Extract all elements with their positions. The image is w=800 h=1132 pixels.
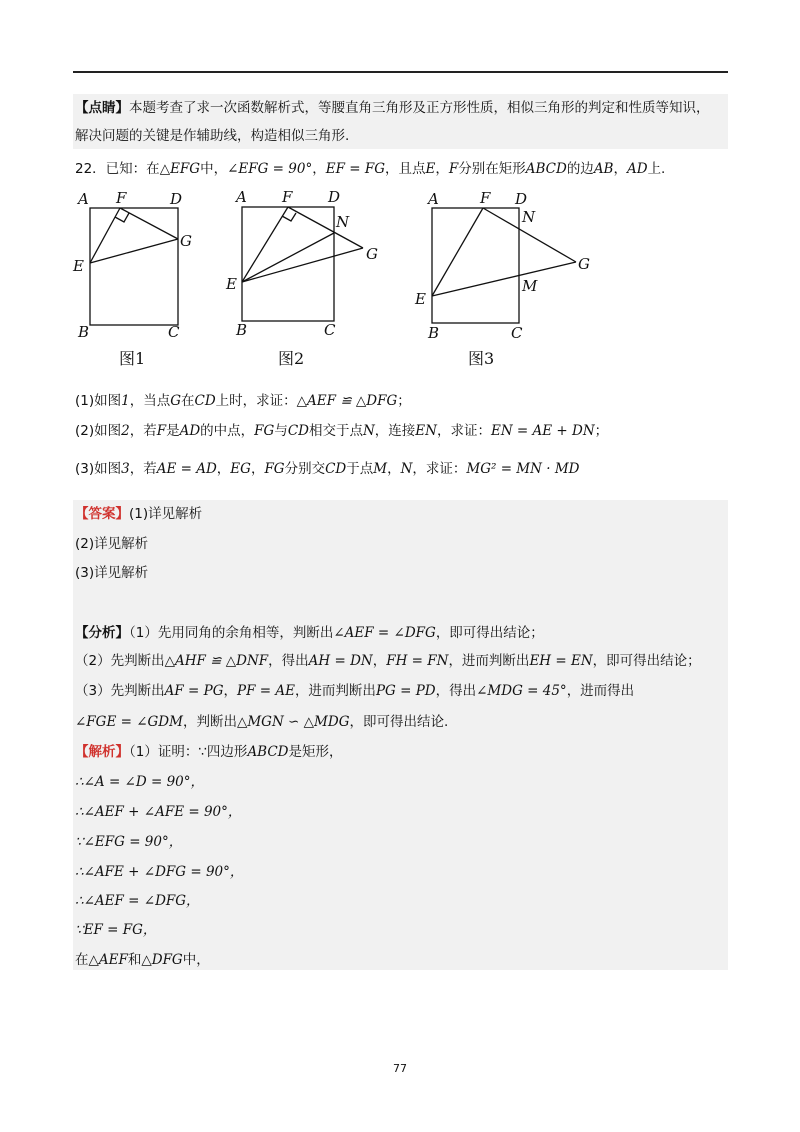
solution-line-7: 在△AEF和△DFG中，	[75, 952, 210, 968]
fig2-segment-EN	[242, 233, 334, 282]
fig3-label-D: D	[515, 190, 528, 208]
fig3-label-C: C	[511, 324, 523, 342]
fig3-segment-EF	[432, 208, 483, 296]
question-1: (1)如图1，当点G在CD上时，求证：△AEF ≌ △DFG；	[75, 393, 411, 409]
analysis-line-2: （2）先判断出△AHF ≌ △DNF，得出AH = DN，FH = FN，进而判断出EH = EN，即可得出结论；	[75, 653, 701, 669]
solution-line-2: ∴∠AEF + ∠AFE = 90°，	[75, 804, 242, 820]
fig2-caption: 图2	[278, 349, 305, 368]
fig1-rectangle	[90, 208, 178, 325]
fig3-rectangle	[432, 208, 519, 323]
fig2-segment-FG	[288, 207, 363, 248]
solution-line-6: ∵EF = FG，	[75, 922, 157, 938]
question-2: (2)如图2，若F是AD的中点，FG与CD相交于点N，连接EN，求证：EN = AE + DN；	[75, 423, 609, 439]
analysis-line-1: 【分析】（1）先用同角的余角相等，判断出∠AEF = ∠DFG，即可得出结论；	[75, 625, 544, 641]
fig2-label-F: F	[282, 188, 293, 206]
fig2-label-C: C	[324, 321, 336, 339]
solution-line-5: ∴∠AEF = ∠DFG，	[75, 893, 200, 909]
tip-line-2: 解决问题的关键是作辅助线，构造相似三角形.	[75, 128, 350, 144]
fig2-label-D: D	[328, 188, 341, 206]
fig3-label-N: N	[522, 208, 536, 226]
fig3-label-F: F	[480, 189, 491, 207]
fig1-label-C: C	[168, 323, 180, 341]
fig2-label-G: G	[366, 245, 378, 263]
fig1-label-D: D	[170, 190, 183, 208]
fig3-caption: 图3	[468, 349, 495, 368]
header-rule	[73, 71, 728, 73]
figure-1	[90, 208, 178, 325]
fig1-label-F: F	[116, 189, 127, 207]
answer-line-2: (2)详见解析	[75, 536, 149, 552]
figure-3	[432, 208, 576, 323]
fig1-segment-EG	[90, 239, 178, 263]
fig3-label-B: B	[428, 324, 440, 342]
question-3: (3)如图3，若AE = AD，EG，FG分别交CD于点M，N，求证：MG² = MN · MD	[75, 461, 580, 477]
tip-line-1: 【点睛】本题考查了求一次函数解析式，等腰直角三角形及正方形性质，相似三角形的判定和性质等知识，	[75, 100, 710, 116]
fig1-segment-EF	[90, 208, 120, 263]
fig3-label-E: E	[415, 290, 426, 308]
fig1-label-G: G	[180, 232, 192, 250]
fig1-segment-FG	[120, 208, 178, 239]
analysis-line-3: （3）先判断出AF = PG，PF = AE，进而判断出PG = PD，得出∠MDG = 45°，进而得出	[75, 683, 635, 699]
solution-line-0: 【解析】（1）证明：∵四边形ABCD是矩形，	[75, 744, 343, 760]
fig2-label-E: E	[226, 275, 237, 293]
fig3-label-M: M	[522, 277, 538, 295]
fig1-label-B: B	[78, 323, 90, 341]
answer-line-3: (3)详见解析	[75, 565, 149, 581]
fig2-label-N: N	[336, 213, 350, 231]
geometry-figures	[70, 183, 610, 373]
problem-statement: 22．已知：在△EFG中，∠EFG = 90°，EF = FG，且点E，F分别在矩形ABCD的边AB，AD上.	[75, 161, 666, 177]
fig1-label-A: A	[78, 190, 89, 208]
fig2-label-A: A	[236, 188, 247, 206]
fig1-label-E: E	[73, 257, 84, 275]
fig3-label-G: G	[578, 255, 590, 273]
solution-line-4: ∴∠AFE + ∠DFG = 90°，	[75, 864, 244, 880]
solution-line-3: ∵∠EFG = 90°，	[75, 834, 183, 850]
solution-line-1: ∴∠A = ∠D = 90°，	[75, 774, 205, 790]
fig3-label-A: A	[428, 190, 439, 208]
answer-line-1: 【答案】(1)详见解析	[75, 506, 203, 522]
analysis-line-4: ∠FGE = ∠GDM，判断出△MGN ∽ △MDG，即可得出结论.	[75, 714, 449, 730]
fig2-label-B: B	[236, 321, 248, 339]
page-number: 77	[393, 1062, 407, 1075]
fig3-segment-EG	[432, 262, 576, 296]
fig1-caption: 图1	[119, 349, 146, 368]
